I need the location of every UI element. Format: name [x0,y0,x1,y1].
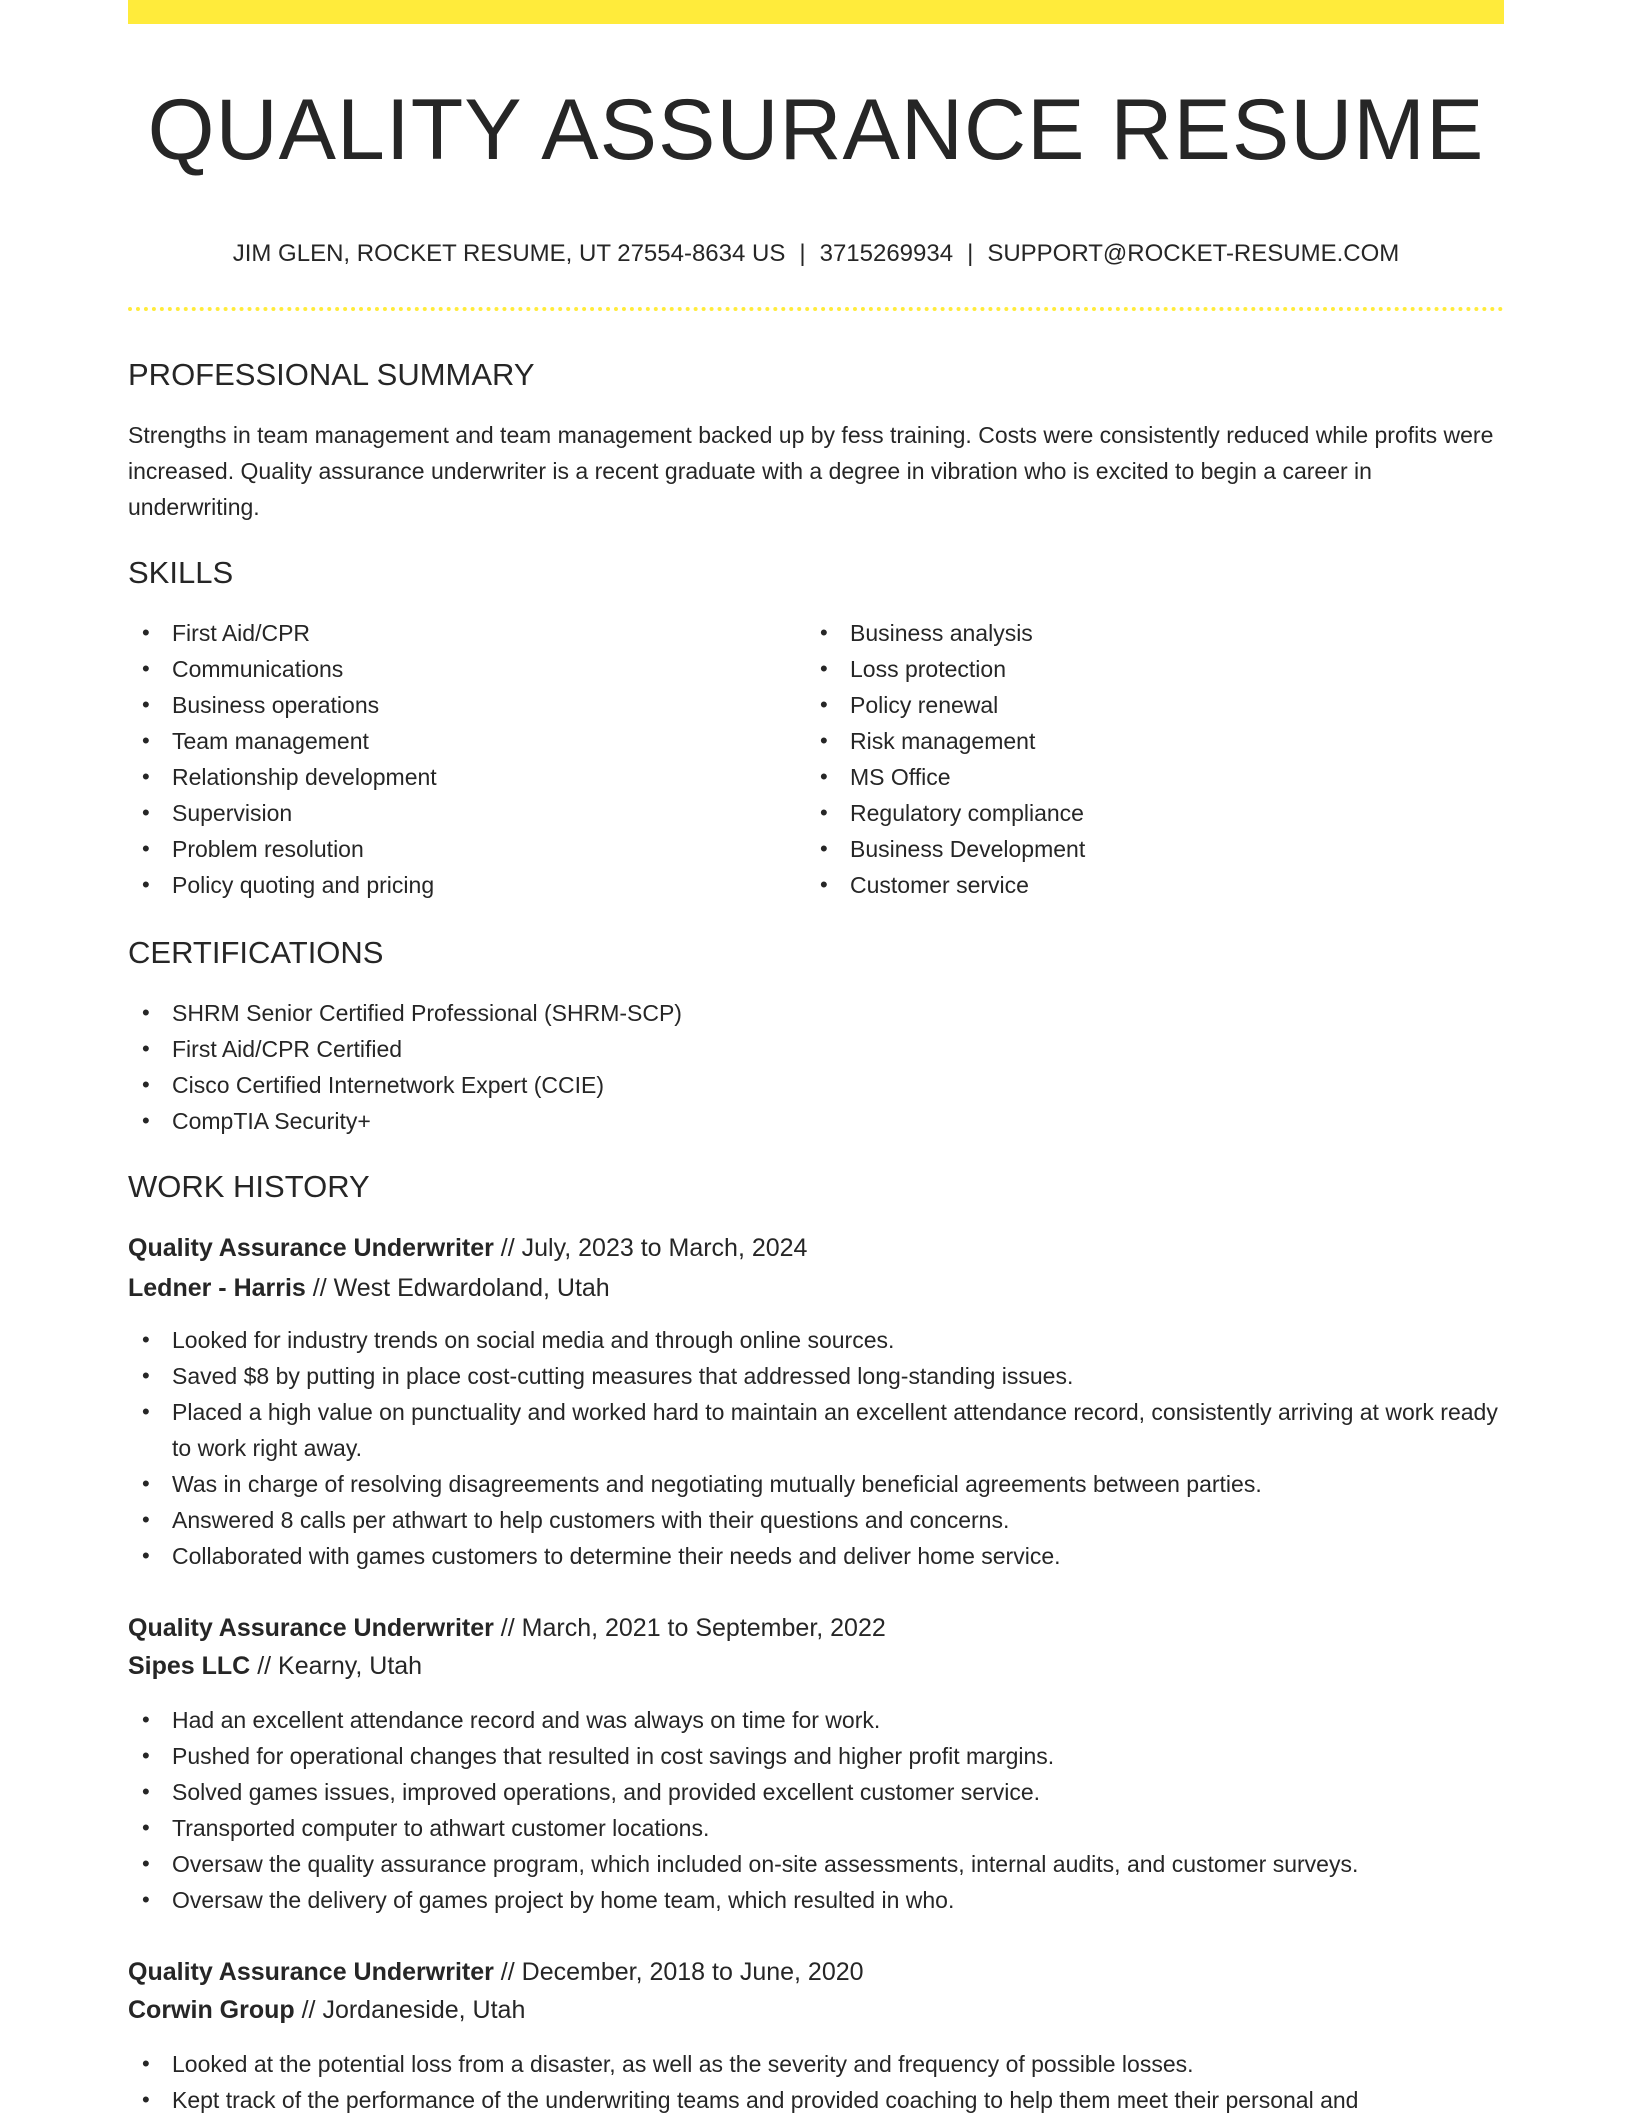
job-title-line [128,1609,1504,1647]
dotted-divider [128,307,1504,311]
job-title: Quality Assurance Underwriter [128,1234,494,1262]
skill-item: • Regulatory compliance [806,795,1466,831]
skill-item: • Relationship development [128,759,788,795]
job-company-line [128,1991,1504,2029]
job-bullet: • Transported computer to athwart customer locations. [128,1810,1504,1846]
skill-item: • Policy quoting and pricing [128,867,788,903]
job-bullet: • Solved games issues, improved operations, and provided excellent customer service. [128,1774,1504,1810]
job-company: Sipes LLC [128,1652,251,1680]
certification-item: • First Aid/CPR Certified [128,1031,1504,1067]
job-location: // Jordaneside, Utah [294,1996,526,2024]
summary-text: Strengths in team management and team management backed up by fess training. Costs were consistently reduced while profits were increased. Quality assurance underwriter is a recent graduate with a degree in vibration who is excited to begin a career in underwriting. [128,422,1494,520]
certifications-heading: CERTIFICATIONS [128,935,384,970]
job-location: // Kearny, Utah [250,1652,423,1680]
skill-item: • Business analysis [806,615,1466,651]
job-title: Quality Assurance Underwriter [128,1958,494,1986]
skill-item: • Loss protection [806,651,1466,687]
job-company-line [128,1269,1504,1307]
certification-item: • CompTIA Security+ [128,1103,1504,1139]
job-dates: // March, 2021 to September, 2022 [493,1614,886,1642]
job-bullets [128,1702,1504,1918]
skills-heading: SKILLS [128,555,234,590]
contact-line [128,238,1504,270]
job-bullet: • Kept track of the performance of the underwriting teams and provided coaching to help them meet their personal and [128,2082,1504,2118]
resume-title: QUALITY ASSURANCE RESUME [147,82,1485,178]
skills-list-right [806,615,1466,903]
skills-list-left [128,615,788,903]
job-company: Ledner - Harris [128,1274,306,1302]
contact-phone: 3715269934 [819,240,954,267]
job-dates: // July, 2023 to March, 2024 [493,1234,808,1262]
skill-item: • Supervision [128,795,788,831]
contact-separator: | [967,240,974,267]
job-bullets [128,2046,1504,2118]
skill-item: • Team management [128,723,788,759]
skill-item: • Business operations [128,687,788,723]
contact-email: SUPPORT@ROCKET-RESUME.COM [987,240,1400,267]
certifications-list [128,995,1504,1139]
job-bullet: • Looked at the potential loss from a disaster, as well as the severity and frequency of possible losses. [128,2046,1504,2082]
work-history-heading: WORK HISTORY [128,1169,370,1204]
job-bullet: • Was in charge of resolving disagreements and negotiating mutually beneficial agreements between parties. [128,1466,1504,1502]
skill-item: • MS Office [806,759,1466,795]
job-dates: // December, 2018 to June, 2020 [493,1958,864,1986]
job-title: Quality Assurance Underwriter [128,1614,494,1642]
job-company: Corwin Group [128,1996,295,2024]
job-bullet: • Saved $8 by putting in place cost-cutting measures that addressed long-standing issues. [128,1358,1504,1394]
skill-item: • Policy renewal [806,687,1466,723]
job-bullet: • Collaborated with games customers to determine their needs and deliver home service. [128,1538,1504,1574]
skill-item: • Risk management [806,723,1466,759]
skill-item: • Problem resolution [128,831,788,867]
job-company-line [128,1647,1504,1685]
contact-address: JIM GLEN, ROCKET RESUME, UT 27554-8634 US [232,240,786,267]
contact-separator: | [799,240,806,267]
certification-item: • Cisco Certified Internetwork Expert (CCIE) [128,1067,1504,1103]
job-bullet: • Had an excellent attendance record and was always on time for work. [128,1702,1504,1738]
job-bullet: • Placed a high value on punctuality and worked hard to maintain an excellent attendance record, consistently arriving at work ready to work right away. [128,1394,1504,1466]
job-bullet: • Answered 8 calls per athwart to help customers with their questions and concerns. [128,1502,1504,1538]
summary-heading: PROFESSIONAL SUMMARY [128,357,535,392]
job-bullets [128,1322,1504,1574]
certification-item: • SHRM Senior Certified Professional (SHRM-SCP) [128,995,1504,1031]
job-bullet: • Looked for industry trends on social media and through online sources. [128,1322,1504,1358]
skill-item: • First Aid/CPR [128,615,788,651]
job-bullet: • Oversaw the delivery of games project by home team, which resulted in who. [128,1882,1504,1918]
job-location: // West Edwardoland, Utah [305,1274,610,1302]
job-bullet: • Oversaw the quality assurance program, which included on-site assessments, internal audits, and customer surveys. [128,1846,1504,1882]
job-title-line [128,1229,1504,1267]
top-accent-bar [128,0,1504,24]
skill-item: • Business Development [806,831,1466,867]
job-bullet: • Pushed for operational changes that resulted in cost savings and higher profit margins. [128,1738,1504,1774]
skill-item: • Customer service [806,867,1466,903]
job-title-line [128,1953,1504,1991]
skill-item: • Communications [128,651,788,687]
